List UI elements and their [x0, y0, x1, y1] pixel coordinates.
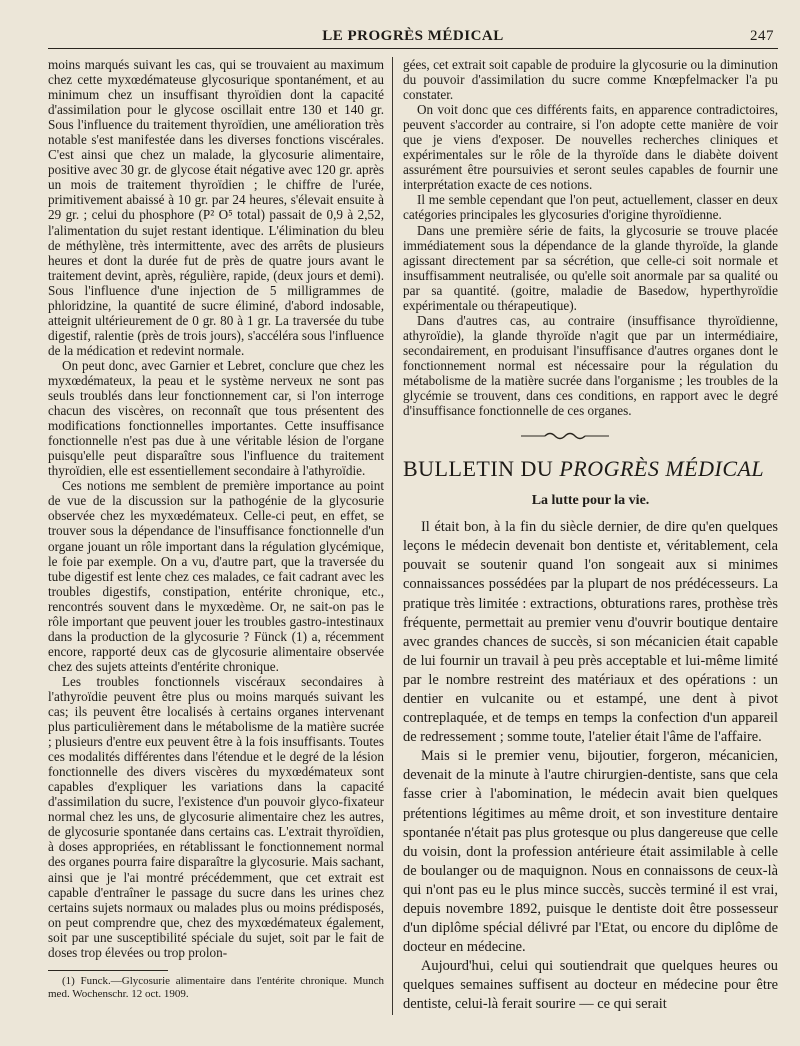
paragraph: Les troubles fonctionnels viscéraux secondaires à l'athyroïdie peuvent être plus ou moins marqués suivant les cas; ils peuvent être localisés à certains organes intervenant plus particulièrement dans le métabolisme de la matière sucrée ; plusieurs d'entre eux peuvent être à la fois insuffisants. Toutes ces modalités différentes dans l'étendue et le degré de la lésion fonctionnelle des divers viscères du myxœdémateux sont capables d'expliquer les variations dans la capacité d'assimilation du sucre, l'existence d'un pouvoir glyco-fixateur normal chez les uns, de glycosurie alimentaire chez les autres, de glycosurie spontanée dans certains cas. L'extrait thyroïdien, à doses appropriées, en rétablissant le fonctionnement normal des organes pourra faire disparaître la glycosurie. Mais sachant, ainsi que je l'ai montré précédemment, que cet extrait est capable d'entraîner le passage du sucre dans les urines chez certains sujets normaux ou malades plus ou moins prédisposés, on peut comprendre que, chez des myxœdémateux également, soit par une susceptibilité spéciale du sujet, soit par le fait de doses trop élevées ou trop prolon-	[48, 673, 384, 960]
two-column-body	[48, 57, 778, 1015]
paragraph: Il était bon, à la fin du siècle dernier, de dire qu'en quelques leçons le médecin devenait bon dentiste et, véritablement, cela pouvait se soutenir quand l'on songeait aux si minimes connaissances possédées par la plupart de nos prédécesseurs. La pratique très limitée : extractions, obturations rares, prothèse très fréquente, permettait au premier venu d'ouvrir boutique dentaire avec grandes chances de succès, si son mécanicien était capable de lui fournir un travail à peu près acceptable et lui-même limité par le nombre restreint des matériaux et des opérations : un dentier en vulcanite ou et estampé, une dent à pivot contreplaquée, et de temps en temps la confection d'un appareil de redressement ; somme toute, l'atelier était l'âme de l'affaire.	[403, 519, 778, 746]
bulletin-heading-italic: PROGRÈS MÉDICAL	[559, 456, 765, 482]
left-column	[48, 57, 393, 1015]
article-body	[403, 518, 778, 1014]
paragraph: Mais si le premier venu, bijoutier, forgeron, mécanicien, devenait de la minute à l'autre chirurgien-dentiste, sans que cela fasse crier à l'abomination, le médecin avait bien quelques prétentions légitimes au même droit, et son investiture dentaire spontanée n'était pas plus grotesque ou plus dangereuse que celle du voisin, dont la profession antérieure était assimilable à celle de boulanger ou de maquignon. Nous en connaissons de ceux-là qui n'ont pas eu le plus mince succès, succès terminé il est vrai, depuis novembre 1892, puisque le dentiste doit être possesseur d'un diplôme spécial délivré par l'Etat, ou encore du diplôme de docteur en médecine.	[403, 748, 778, 956]
article-title: La lutte pour la vie.	[531, 493, 650, 509]
paragraph: Dans une première série de faits, la glycosurie se trouve placée immédiatement sous la dépendance de la glande thyroïde, la glande agissant directement par sa sécrétion, que celle-ci soit normale et insuffisamment neutralisée, ou qu'elle soit anormale par sa qualité ou par sa quantité. (goitre, maladie de Basedow, hyperthyroïdie expérimentale ou thérapeutique).	[403, 222, 778, 313]
running-header	[48, 26, 778, 49]
paragraph: moins marqués suivant les cas, qui se trouvaient au maximum chez cette myxœdémateuse glycosurique spontanément, et au minimum chez un insuffisant thyroïdien dont la capacité d'assimilation pour le glycose oscillait entre 130 et 140 gr. Sous l'influence du traitement thyroïdien, une amélioration très notable s'est manifestée dans les diverses fonctions viscérales. C'est ainsi que chez un malade, la glycosurie alimentaire, positive avec 30 gr. de glycose était négative avec 120 gr. après un mois de traitement thyroïdien ; le chiffre de l'urée, primitivement abaissé à 10 gr. par 24 heures, s'élevait ensuite à 29 gr. ; celui du phosphore (P² O⁵ total) passait de 0,9 à 2,52, l'alimentation du sujet restant identique. L'élimination du bleu de méthylène, très intermittente, avec des arrêts de plusieurs heures et dont la durée fut de près de quatre jours avant le traitement devint, après, régulière, rapide, (deux jours et demi). Sous l'influence d'une injection de 5 milligrammes de phloridzine, la quantité de sucre éliminé, d'abord indosable, atteignit ultérieurement de 0 gr. 80 à 1 gr. La traversée du tube digestif, ralentie (près de trois jours), s'accéléra sous l'influence de la médication et redevint normale.	[48, 57, 384, 358]
bulletin-heading-roman: BULLETIN DU	[403, 456, 560, 482]
footnote: (1) Funck.—Glycosurie alimentaire dans l'entérite chronique. Munch med. Wochenschr. 12 oct. 1909.	[48, 974, 384, 1000]
bulletin-heading	[403, 456, 778, 482]
right-column	[393, 57, 778, 1015]
paragraph: gées, cet extrait soit capable de produire la glycosurie ou la diminution du pouvoir d'assimilation du sucre comme Knœpfelmacker l'a pu constater.	[403, 57, 778, 103]
paragraph: On peut donc, avec Garnier et Lebret, conclure que chez les myxœdémateux, la peau et le système nerveux ne sont pas seuls troublés dans leur fonctionnement car, si l'on interroge chacun des viscères, on reconnaît que tous présentent des modifications fonctionnelles importantes. Cette insuffisance fonctionnelle n'est pas due à une véritable lésion de l'organe puisqu'elle peut disparaître sous l'influence du traitement thyroïdien, elle est essentiellement secondaire à l'athyroïdie.	[48, 357, 384, 479]
page-number: 247	[750, 28, 774, 44]
paragraph: Il me semble cependant que l'on peut, actuellement, classer en deux catégories principales les glycosuries d'origine thyroïdienne.	[403, 192, 778, 223]
paragraph: On voit donc que ces différents faits, en apparence contradictoires, peuvent s'accorder au contraire, si l'on adopte cette manière de voir que je viens d'exposer. De nouvelles recherches cliniques et expérimentales sur le rôle de la thyroïde dans le diabète doivent assurément être poursuivies et seront seules capables de fournir une interprétation exacte de ces notions.	[403, 102, 778, 193]
running-title: LE PROGRÈS MÉDICAL	[322, 28, 504, 44]
paragraph: Dans d'autres cas, au contraire (insuffisance thyroïdienne, athyroïdie), la glande thyroïde n'agit que par un intermédiaire, secondairement, en produisant l'insuffisance d'autres organes dont le fonctionnement normal est nécessaire pour la régulation du métabolisme de la matière sucrée dans l'organisme ; les troubles de la glycémie se trouvent, dans ces conditions, en rapport avec le degré d'insuffisance fonctionnelle de ces organes.	[403, 312, 778, 419]
paragraph: Aujourd'hui, celui qui soutiendrait que quelques heures ou quelques semaines suffisent au docteur en médecine pour être dentiste, celui-là ferait sourire — ce qui serait	[403, 958, 778, 1013]
paragraph: Ces notions me semblent de première importance au point de vue de la discussion sur la pathogénie de la glycosurie observée chez les myxœdémateux. Celle-ci peut, en effet, se trouver sous la dépendance de l'insuffisance fonctionnelle d'un organe jouant un rôle important dans la régulation glycémique, le foie par exemple. On a vu, d'autre part, que la traversée du tube digestif est lente chez ces malades, ce fait cadrant avec les troubles digestifs, constipation, entérite chronique, etc., rencontrés souvent dans le myxœdème. Or, ne sait-on pas le rôle important que peuvent jouer les troubles gastro-intestinaux dans la production de la glycosurie ? Fünck (1) a, récemment encore, rapporté deux cas de glycosurie alimentaire observée chez des sujets atteints d'entérite chronique.	[48, 478, 384, 674]
section-ornament	[403, 430, 778, 442]
footnote-rule	[48, 970, 168, 971]
